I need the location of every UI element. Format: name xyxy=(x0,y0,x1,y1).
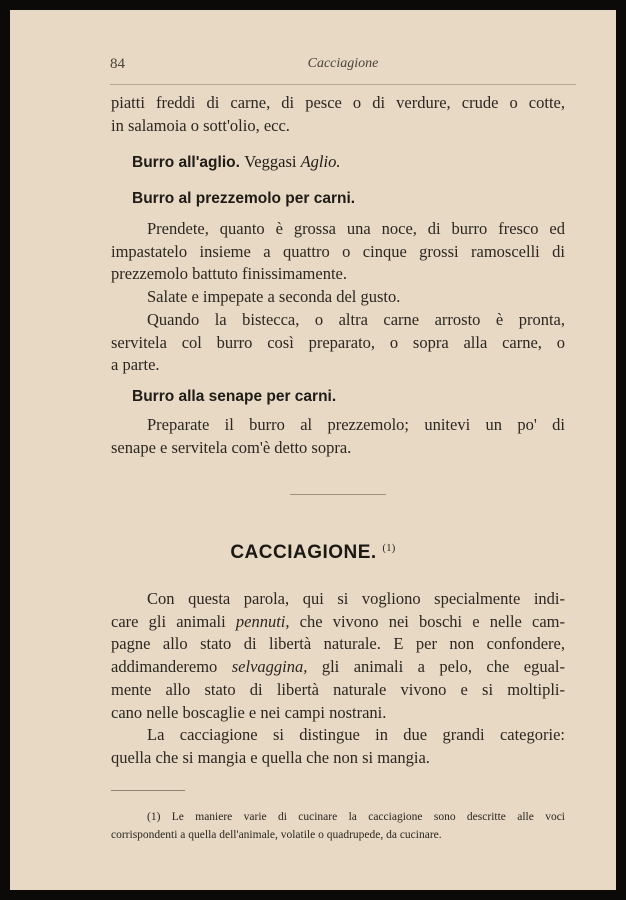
text-line: senape e servitela com'è detto sopra. xyxy=(111,437,352,457)
section-paragraph-1 xyxy=(111,588,565,724)
text-line: a parte. xyxy=(111,355,160,375)
text-line: La cacciagione si distingue in due grandi categorie: xyxy=(147,725,565,744)
text-line: Con questa parola, qui si vogliono specialmente indi- xyxy=(147,589,565,608)
text-line: quella che si mangia e quella che non si mangia. xyxy=(111,747,430,767)
text-line: piatti freddi di carne, di pesce o di verdure, crude o cotte, xyxy=(111,93,565,112)
recipe-heading-burro-prezzemolo: Burro al prezzemolo per carni. xyxy=(132,190,356,207)
recipe-body-burro-prezzemolo xyxy=(111,218,565,377)
page-number: 84 xyxy=(110,56,125,72)
footnote-rule xyxy=(111,790,185,791)
text-line: Prendete, quanto è grossa una noce, di burro fresco ed xyxy=(147,219,565,238)
cross-reference: Veggasi Aglio. xyxy=(244,152,341,171)
recipe-title: Burro all'aglio. xyxy=(132,154,240,171)
cross-reference-target: Aglio. xyxy=(300,152,341,171)
book-page xyxy=(10,10,616,890)
footnote-marker: (1) xyxy=(382,543,396,554)
text-line: impastatelo insieme a quattro o cinque grossi ramoscelli di xyxy=(111,241,565,261)
text-line: pagne allo stato di libertà naturale. E per non confondere, xyxy=(111,634,565,654)
text-line: servitela col burro così preparato, o sopra alla carne, o xyxy=(111,332,565,352)
emphasis: selvaggina, xyxy=(231,657,308,677)
running-head xyxy=(110,50,576,85)
continuation-paragraph xyxy=(111,92,565,137)
running-title: Cacciagione xyxy=(307,56,379,71)
footnote-line: corrispondenti a quella dell'animale, volatile o quadrupede, da cucinare. xyxy=(111,829,442,841)
text-line: care gli animali pennuti, che vivono nei boschi e nelle cam- xyxy=(111,611,565,631)
text-line: Preparate il burro al prezzemolo; unitevi un po' di xyxy=(147,415,565,434)
recipe-heading-burro-aglio xyxy=(132,152,340,172)
section-title: CACCIAGIONE. $^{(1)}$ xyxy=(230,542,396,563)
footnote xyxy=(111,808,565,844)
emphasis: pennuti, xyxy=(235,611,290,631)
recipe-heading-burro-senape: Burro alla senape per carni. xyxy=(132,388,337,405)
recipe-body-burro-senape xyxy=(111,414,565,459)
text-line: Salate e impepate a seconda del gusto. xyxy=(147,287,401,307)
text-line: cano nelle boscaglie e nei campi nostrani. xyxy=(111,702,387,722)
text-line: prezzemolo battuto finissimamente. xyxy=(111,264,347,284)
footnote-line: (1) Le maniere varie di cucinare la cacciagione sono descritte alle voci xyxy=(147,811,565,823)
text-line: addimanderemo selvaggina, gli animali a pelo, che egual- xyxy=(111,657,565,677)
section-divider xyxy=(290,494,386,495)
text-line: Quando la bistecca, o altra carne arrosto è pronta, xyxy=(147,309,565,329)
text-line: in salamoia o sott'olio, ecc. xyxy=(111,115,290,135)
section-paragraph-2 xyxy=(111,724,565,769)
text-line: mente allo stato di libertà naturale vivono e si moltipli- xyxy=(111,679,565,699)
